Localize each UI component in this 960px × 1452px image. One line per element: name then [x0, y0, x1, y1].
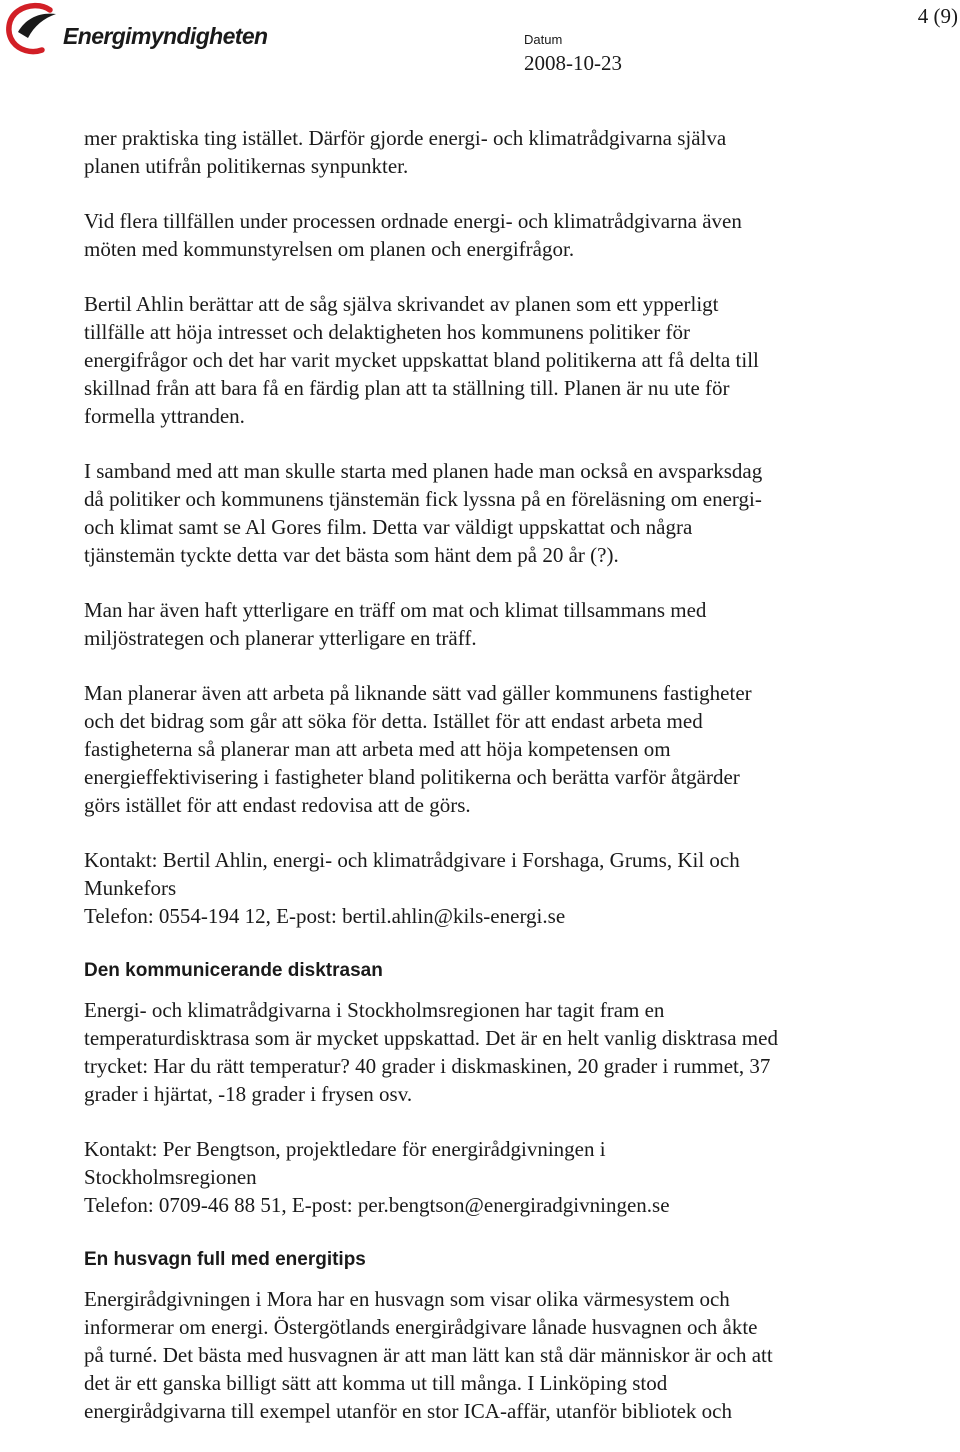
text-line: Kontakt: Bertil Ahlin, energi- och klimatrådgivare i Forshaga, Grums, Kil och: [84, 848, 740, 872]
date-value: 2008-10-23: [524, 51, 622, 75]
paragraph: [84, 207, 884, 263]
text-line: Man har även haft ytterligare en träff om mat och klimat tillsammans med: [84, 598, 707, 622]
text-line: energieffektivisering i fastigheter bland politikerna och berätta varför åtgärder: [84, 765, 740, 789]
paragraph: [84, 679, 884, 819]
document-body: [84, 124, 884, 1452]
date-label: Datum: [524, 32, 563, 47]
text-line: energirådgivarna till exempel utanför en stor ICA-affär, utanför bibliotek och: [84, 1399, 732, 1423]
text-line: Kontakt: Per Bengtson, projektledare för energirådgivningen i: [84, 1137, 606, 1161]
text-line: Munkefors: [84, 876, 177, 900]
text-line: på turné. Det bästa med husvagnen är att man lätt kan stå där människor är och att: [84, 1343, 773, 1367]
text-line: mer praktiska ting istället. Därför gjorde energi- och klimatrådgivarna själva: [84, 126, 727, 150]
text-line: Energirådgivningen i Mora har en husvagn som visar olika värmesystem och: [84, 1287, 730, 1311]
text-line: Energi- och klimatrådgivarna i Stockholmsregionen har tagit fram en: [84, 998, 665, 1022]
text-line: och det bidrag som går att söka för detta. Istället för att endast arbeta med: [84, 709, 703, 733]
text-line: miljöstrategen och planerar ytterligare en träff.: [84, 626, 477, 650]
text-line: Vid flera tillfällen under processen ordnade energi- och klimatrådgivarna även: [84, 209, 742, 233]
text-line: temperaturdisktrasa som är mycket uppskattad. Det är en helt vanlig disktrasa med: [84, 1026, 778, 1050]
text-line: grader i hjärtat, -18 grader i frysen osv.: [84, 1082, 413, 1106]
text-line: planen utifrån politikernas synpunkter.: [84, 154, 409, 178]
text-line: formella yttranden.: [84, 404, 245, 428]
text-line: Bertil Ahlin berättar att de såg själva skrivandet av planen som ett ypperligt: [84, 292, 719, 316]
paragraph: [84, 1135, 884, 1219]
swoosh-logo-icon: [4, 2, 62, 56]
text-line: Telefon: 0554-194 12, E-post: bertil.ahlin@kils-energi.se: [84, 904, 566, 928]
paragraph: [84, 290, 884, 430]
text-line: Stockholmsregionen: [84, 1165, 257, 1189]
text-line: skillnad från att bara få en färdig plan att ta ställning till. Planen är nu ute för: [84, 376, 730, 400]
text-line: energifrågor och det har varit mycket uppskattat bland politikerna att få delta till: [84, 348, 759, 372]
text-line: och klimat samt se Al Gores film. Detta var väldigt uppskattat och några: [84, 515, 693, 539]
page-number: 4 (9): [917, 4, 958, 28]
text-line: då politiker och kommunens tjänstemän fick lyssna på en föreläsning om energi-: [84, 487, 762, 511]
paragraph: [84, 596, 884, 652]
paragraph: [84, 846, 884, 930]
text-line: informerar om energi. Östergötlands energirådgivare lånade husvagnen och åkte: [84, 1315, 758, 1339]
energimyndigheten-logo: [4, 2, 268, 56]
paragraph: [84, 996, 884, 1108]
section-heading: En husvagn full med energitips: [84, 1249, 366, 1270]
logo-wordmark: Energimyndigheten: [63, 22, 268, 49]
text-line: tillfälle att höja intresset och delaktigheten hos kommunens politiker för: [84, 320, 690, 344]
text-line: görs istället för att endast redovisa att de görs.: [84, 793, 471, 817]
text-line: tjänstemän tyckte detta var det bästa som hänt dem på 20 år (?).: [84, 543, 619, 567]
paragraph: [84, 1285, 884, 1425]
paragraph: [84, 124, 884, 180]
section-heading: Den kommunicerande disktrasan: [84, 960, 383, 981]
text-line: fastigheterna så planerar man att arbeta med att höja kompetensen om: [84, 737, 671, 761]
date-block: [524, 32, 622, 76]
text-line: trycket: Har du rätt temperatur? 40 grader i diskmaskinen, 20 grader i rummet, 37: [84, 1054, 771, 1078]
text-line: möten med kommunstyrelsen om planen och energifrågor.: [84, 237, 575, 261]
text-line: I samband med att man skulle starta med planen hade man också en avsparksdag: [84, 459, 763, 483]
text-line: det är ett ganska billigt sätt att komma ut till många. I Linköping stod: [84, 1371, 668, 1395]
text-line: Man planerar även att arbeta på liknande sätt vad gäller kommunens fastigheter: [84, 681, 752, 705]
text-line: Telefon: 0709-46 88 51, E-post: per.bengtson@energiradgivningen.se: [84, 1193, 670, 1217]
paragraph: [84, 457, 884, 569]
